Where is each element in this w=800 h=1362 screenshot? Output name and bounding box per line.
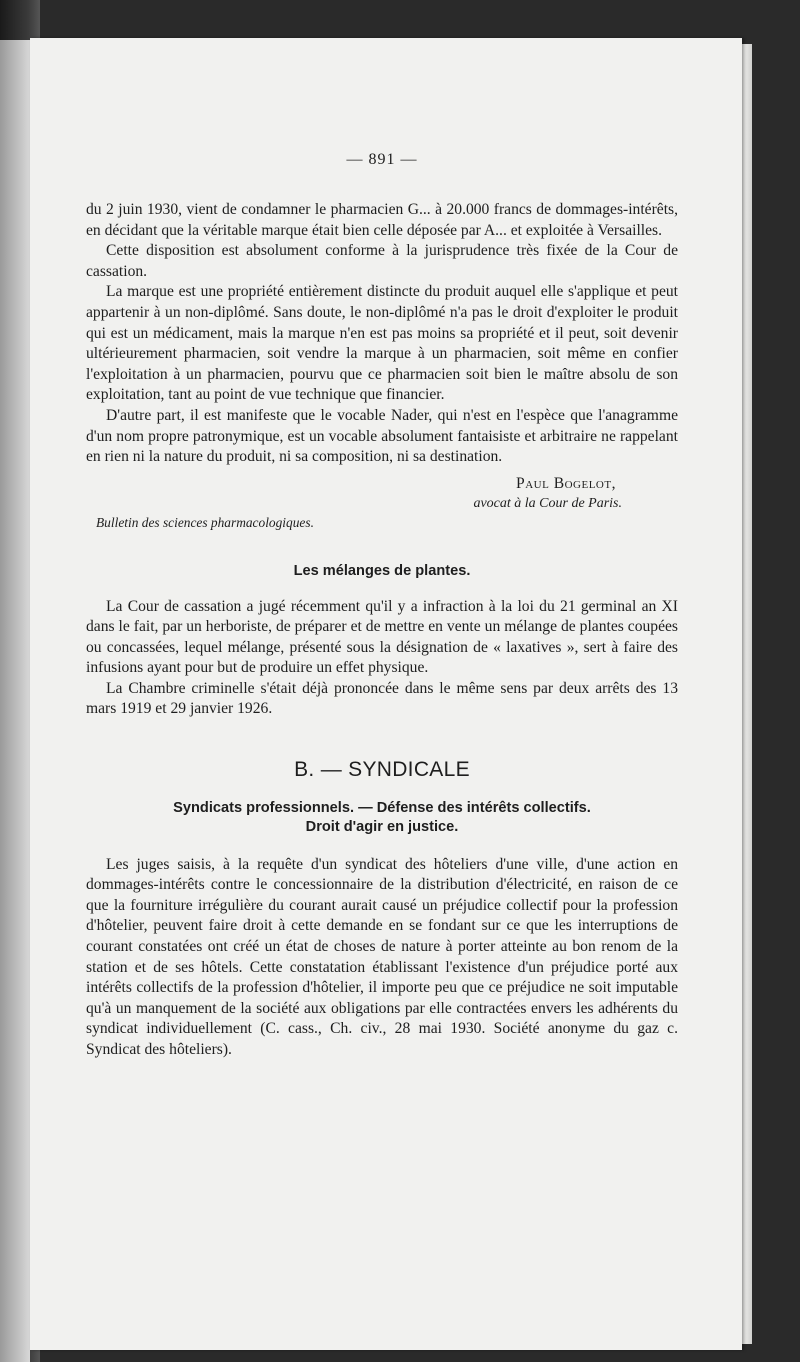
article-marque — [86, 200, 678, 468]
page-number: — 891 — — [346, 151, 418, 168]
paragraph: La marque est une propriété entièrement distincte du produit auquel elle s'applique et peut appartenir à un non-diplômé. Sans doute, le non-diplômé n'a pas le droit d'exploiter le produit qui est un médicament, mais la marque n'en est pas moins sa propriété et il peut, soit devenir ultérieurement pharmacien, soit vendre la marque à un pharmacien, soit même en confier l'exploitation à un pharmacien, pourvu que ce pharmacien soit bien le maître absolu de son exploitation, tant au point de vue technique que financier. — [86, 283, 678, 404]
article-heading: Les mélanges de plantes. — [293, 562, 471, 579]
signature-name: Paul Bogelot, — [516, 474, 616, 492]
article-melanges — [86, 597, 678, 721]
section-title: B. — SYNDICALE — [294, 758, 470, 782]
page-content — [86, 151, 678, 1061]
paragraph: La Cour de cassation a jugé récemment qu'il y a infraction à la loi du 21 germinal an XI dans le fait, par un herboriste, de préparer et de mettre en vente un mélange de plantes coupées ou concassées, lequel mélange, présenté sous la désignation de « laxatives », sert à faire des infusions ayant pour but de produire un effet physique. — [86, 597, 678, 677]
document-page — [30, 38, 742, 1350]
signature-title: avocat à la Cour de Paris. — [473, 496, 622, 512]
paragraph: La Chambre criminelle s'était déjà prononcée dans le même sens par deux arrêts des 13 mars 1919 et 29 janvier 1926. — [86, 679, 678, 718]
paragraph: D'autre part, il est manifeste que le vocable Nader, qui n'est en l'espèce que l'anagramme d'un nom propre patronymique, est un vocable absolument fantaisiste et arbitraire ne rappelant en rien ni la nature du produit, ni sa composition, ni sa destination. — [86, 406, 678, 466]
facing-page-edge — [0, 40, 30, 1362]
paragraph: Cette disposition est absolument conforme à la jurisprudence très fixée de la Cour de cassation. — [86, 242, 678, 280]
source-citation: Bulletin des sciences pharmacologiques. — [96, 514, 314, 530]
article-heading: Syndicats professionnels. — Défense des intérêts collectifs. — [173, 799, 591, 816]
article-syndicats — [86, 855, 678, 1061]
article-subheading: Droit d'agir en justice. — [305, 818, 459, 835]
paragraph: du 2 juin 1930, vient de condamner le pharmacien G... à 20.000 francs de dommages-intérêts, en décidant que la véritable marque était bien celle déposée par A... et exploitée à Versailles. — [86, 201, 678, 239]
paragraph: Les juges saisis, à la requête d'un syndicat des hôteliers d'une ville, d'une action en dommages-intérêts contre le concessionnaire de la distribution d'électricité, en raison de ce que la fourniture irrégulière du courant aurait causé un préjudice collectif pour la profession d'hôtelier, peuvent faire droit à cette demande en se fondant sur ce que les interruptions de courant constatées ont créé un état de choses de nature à porter atteinte au bon renom de la station et de ses hôtels. Cette constatation établissant l'existence d'un préjudice porté aux intérêts collectifs de la profession d'hôtelier, il importe peu que ce préjudice ne soit imputable qu'à un manquement de la société aux obligations par elle contractées envers les adhérents du syndicat individuellement (C. cass., Ch. civ., 28 mai 1930. Société anonyme du gaz c. Syndicat des hôteliers). — [86, 855, 678, 1058]
